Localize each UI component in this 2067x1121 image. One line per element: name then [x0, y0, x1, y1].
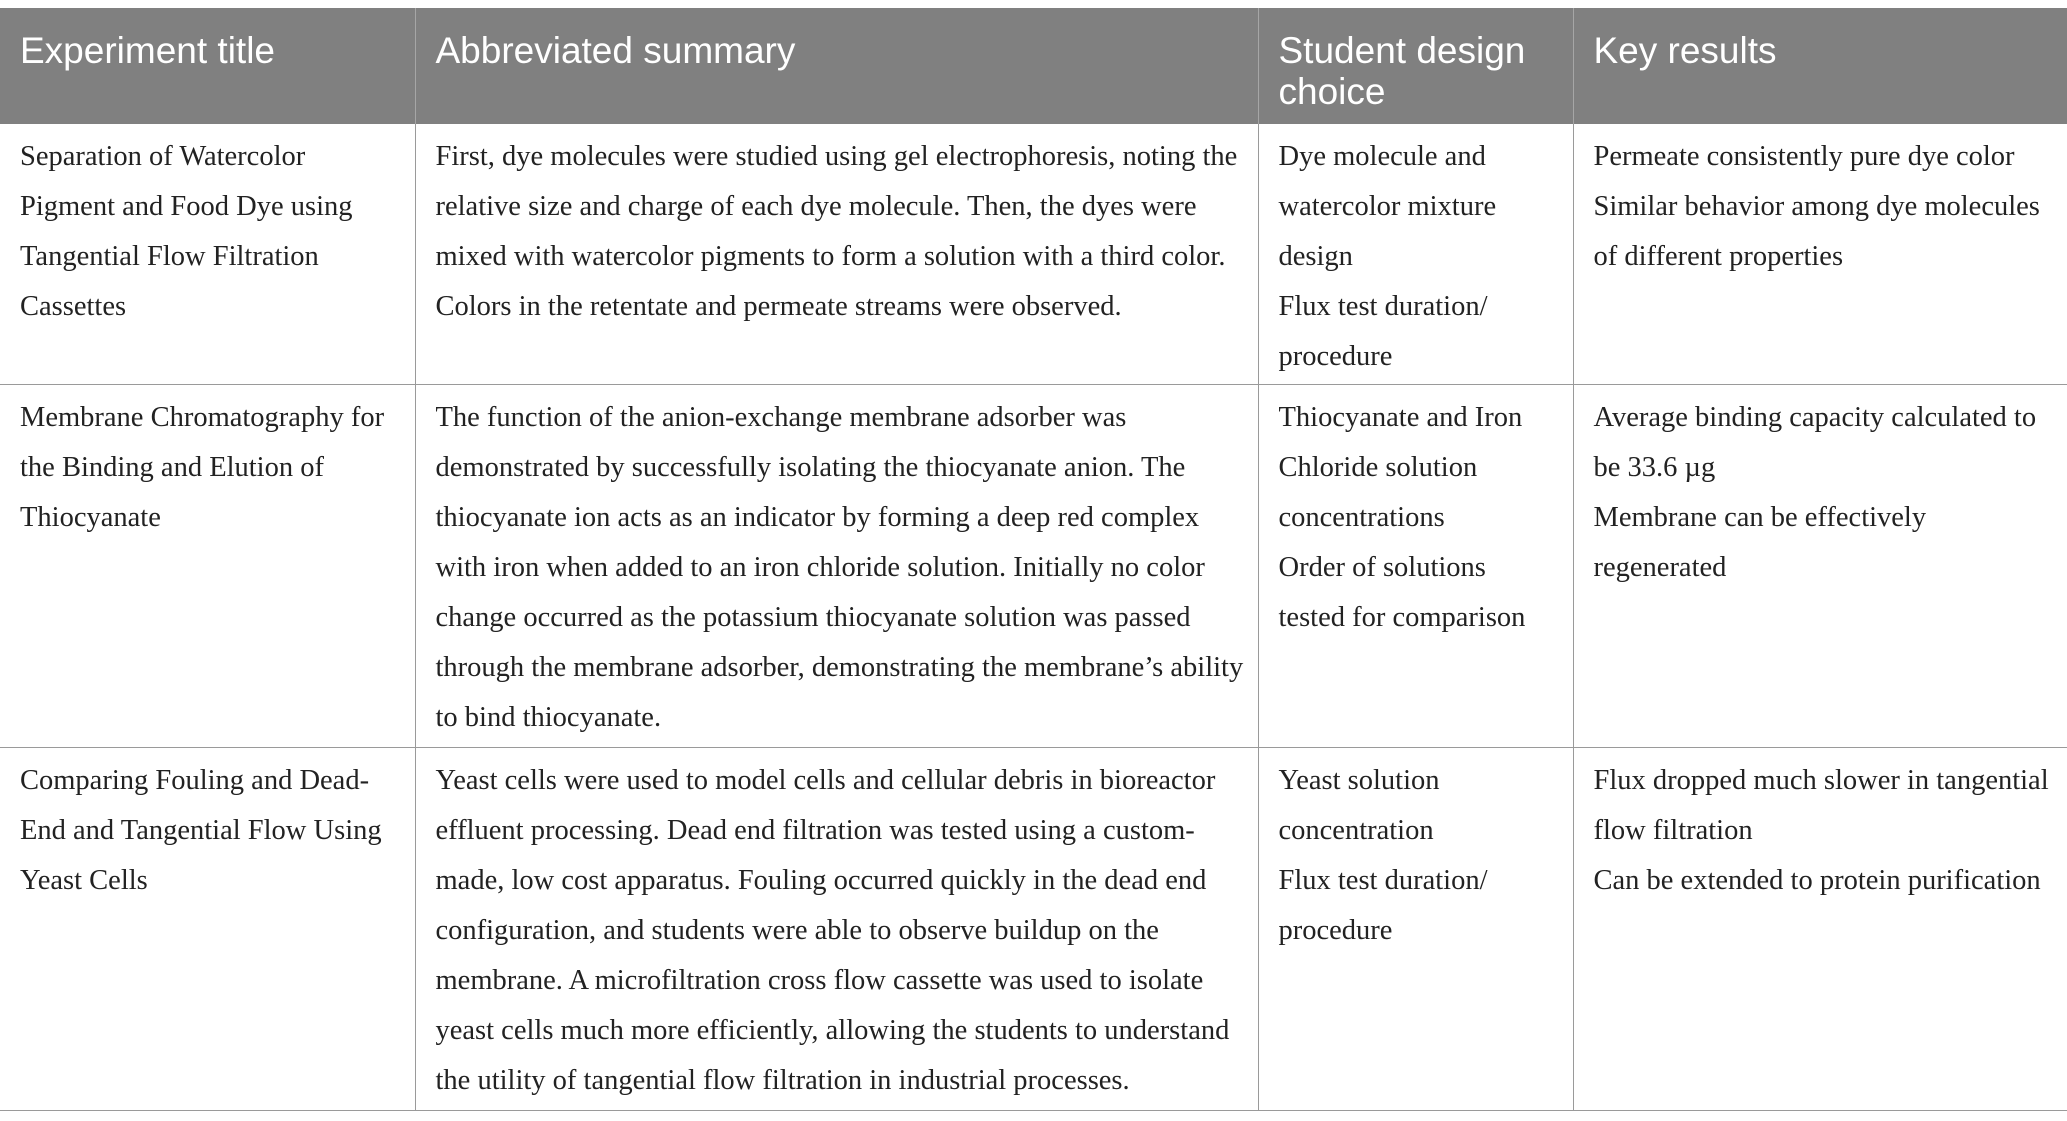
table-row — [0, 748, 2067, 1111]
key-results-cell — [1573, 748, 2067, 1111]
key-result-item: Average binding capacity calculated to be 33.6 µg — [1593, 402, 2037, 483]
table-row — [0, 385, 2067, 748]
design-choice-item: Flux test duration/ procedure — [1278, 865, 1488, 946]
experiments-table — [0, 8, 2067, 1111]
experiment-title-cell: Separation of Watercolor Pigment and Food Dye using Tangential Flow Filtration Cassettes — [0, 124, 415, 385]
table-body — [0, 124, 2067, 1111]
table-row — [0, 124, 2067, 385]
key-result-item: Flux dropped much slower in tangential flow filtration — [1593, 765, 2049, 846]
design-choice-cell — [1258, 748, 1573, 1111]
header-key-results: Key results — [1573, 8, 2067, 124]
key-result-item: Can be extended to protein purification — [1593, 865, 2041, 896]
header-abbreviated-summary: Abbreviated summary — [415, 8, 1258, 124]
design-choice-item: Flux test duration/ procedure — [1278, 291, 1488, 372]
key-result-item: Similar behavior among dye molecules of different properties — [1593, 191, 2040, 272]
header-student-design-choice: Student design choice — [1258, 8, 1573, 124]
design-choice-cell — [1258, 385, 1573, 748]
key-result-item: Permeate consistently pure dye color — [1593, 141, 2015, 172]
key-results-cell — [1573, 385, 2067, 748]
design-choice-item: Thiocyanate and Iron Chloride solution concentrations — [1278, 402, 1523, 533]
key-results-cell — [1573, 124, 2067, 385]
design-choice-item: Order of solutions tested for comparison — [1278, 552, 1526, 633]
experiment-title-cell: Membrane Chromatography for the Binding and Elution of Thiocyanate — [0, 385, 415, 748]
header-row — [0, 8, 2067, 124]
summary-cell: Yeast cells were used to model cells and cellular debris in bioreactor effluent processing. Dead end filtration was tested using a custom-made, low cost apparatus. Fouling occurred quickly in the dead end configuration, and students were able to observe buildup on the membrane. A microfiltration cross flow cassette was used to isolate yeast cells much more efficiently, allowing the students to understand the utility of tangential flow filtration in industrial processes. — [415, 748, 1258, 1111]
design-choice-item: Yeast solution concentration — [1278, 765, 1440, 846]
key-result-item: Membrane can be effectively regenerated — [1593, 502, 1927, 583]
header-experiment-title: Experiment title — [0, 8, 415, 124]
table-header — [0, 8, 2067, 124]
experiment-title-cell: Comparing Fouling and Dead-End and Tangential Flow Using Yeast Cells — [0, 748, 415, 1111]
design-choice-item: Dye molecule and watercolor mixture design — [1278, 141, 1497, 272]
summary-cell: The function of the anion-exchange membrane adsorber was demonstrated by successfully isolating the thiocyanate anion. The thiocyanate ion acts as an indicator by forming a deep red complex with iron when added to an iron chloride solution. Initially no color change occurred as the potassium thiocyanate solution was passed through the membrane adsorber, demonstrating the membrane’s ability to bind thiocyanate. — [415, 385, 1258, 748]
summary-cell: First, dye molecules were studied using gel electrophoresis, noting the relative size and charge of each dye molecule. Then, the dyes were mixed with watercolor pigments to form a solution with a third color. Colors in the retentate and permeate streams were observed. — [415, 124, 1258, 385]
design-choice-cell — [1258, 124, 1573, 385]
